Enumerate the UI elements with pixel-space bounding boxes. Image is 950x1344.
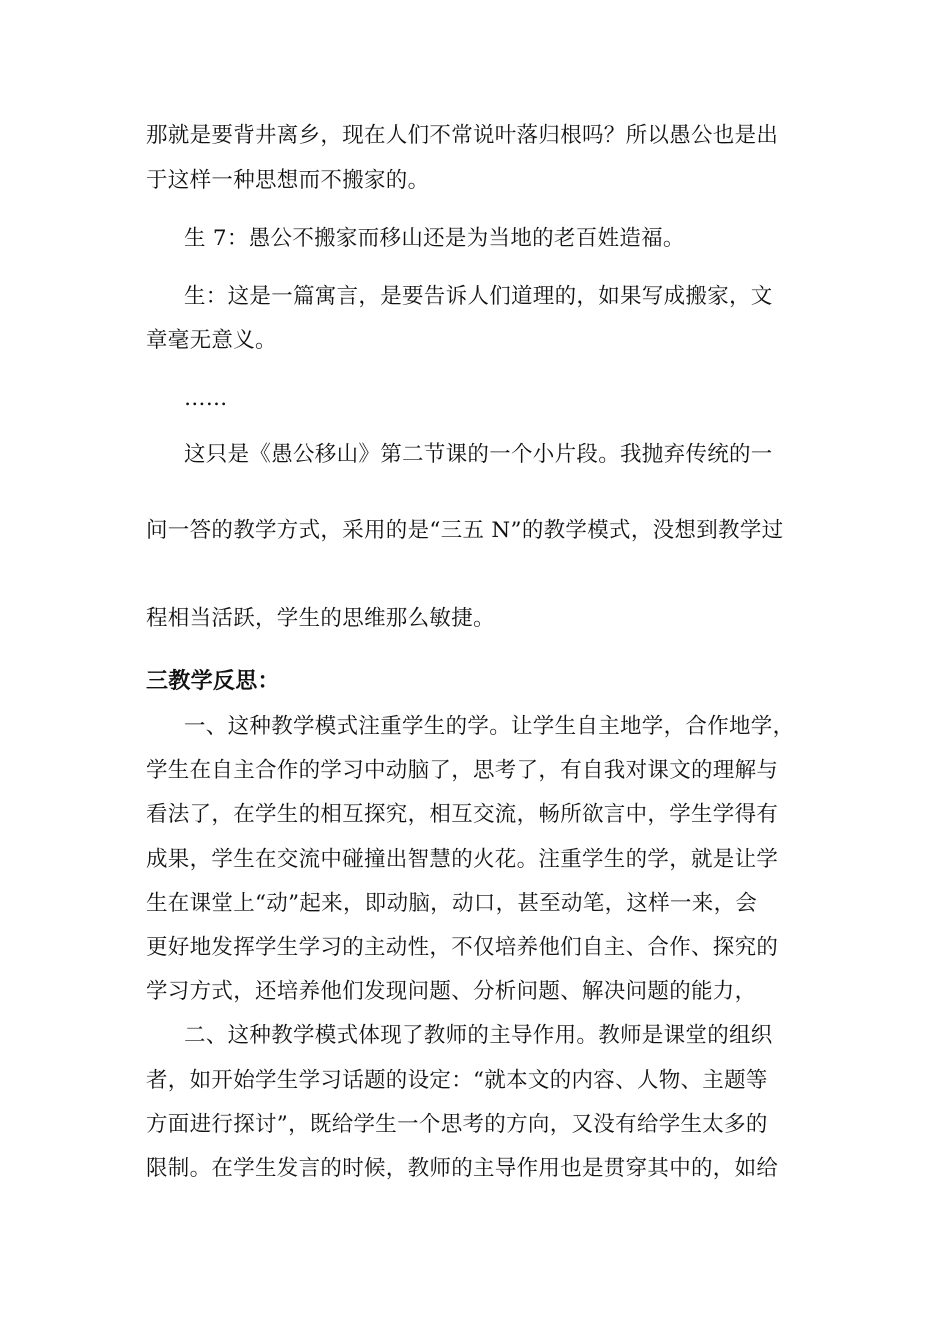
paragraph-line: 者，如开始学生学习话题的设定：“就本文的内容、人物、主题等: [146, 1068, 768, 1093]
paragraph-line: 二、这种教学模式体现了教师的主导作用。教师是课堂的组织: [184, 1023, 773, 1048]
student-7-line: 生 7：愚公不搬家而移山还是为当地的老百姓造福。: [184, 226, 685, 251]
student-line: 生：这是一篇寓言，是要告诉人们道理的，如果写成搬家，文: [184, 284, 773, 309]
paragraph-line: 问一答的教学方式，采用的是“三五 N”的教学模式，没想到教学过: [146, 518, 784, 543]
paragraph-line: 看法了，在学生的相互探究，相互交流，畅所欲言中，学生学得有: [146, 802, 779, 827]
paragraph-line: 于这样一种思想而不搬家的。: [146, 168, 430, 193]
paragraph-line: 限制。在学生发言的时候，教师的主导作用也是贯穿其中的，如给: [146, 1156, 779, 1181]
paragraph-line: 程相当活跃，学生的思维那么敏捷。: [146, 606, 495, 631]
paragraph-line: 章毫无意义。: [146, 328, 277, 353]
paragraph-line: 方面进行探讨”，既给学生一个思考的方向，又没有给学生太多的: [146, 1112, 768, 1137]
paragraph-line: 更好地发挥学生学习的主动性，不仅培养他们自主、合作、探究的: [146, 935, 779, 960]
paragraph-line: 学习方式，还培养他们发现问题、分析问题、解决问题的能力，: [146, 979, 757, 1004]
paragraph-line: 那就是要背井离乡，现在人们不常说叶落归根吗？所以愚公也是出: [146, 123, 779, 148]
paragraph-line: 成果，学生在交流中碰撞出智慧的火花。注重学生的学，就是让学: [146, 847, 779, 872]
ellipsis: ……: [184, 386, 228, 411]
paragraph-line: 这只是《愚公移山》第二节课的一个小片段。我抛弃传统的一: [184, 442, 773, 467]
paragraph-line: 生在课堂上“动”起来，即动脑，动口，甚至动笔，这样一来，会: [146, 891, 758, 916]
section-heading: 三教学反思：: [146, 669, 280, 694]
paragraph-line: 一、这种教学模式注重学生的学。让学生自主地学，合作地学，: [184, 714, 795, 739]
paragraph-line: 学生在自主合作的学习中动脑了，思考了，有自我对课文的理解与: [146, 758, 779, 783]
